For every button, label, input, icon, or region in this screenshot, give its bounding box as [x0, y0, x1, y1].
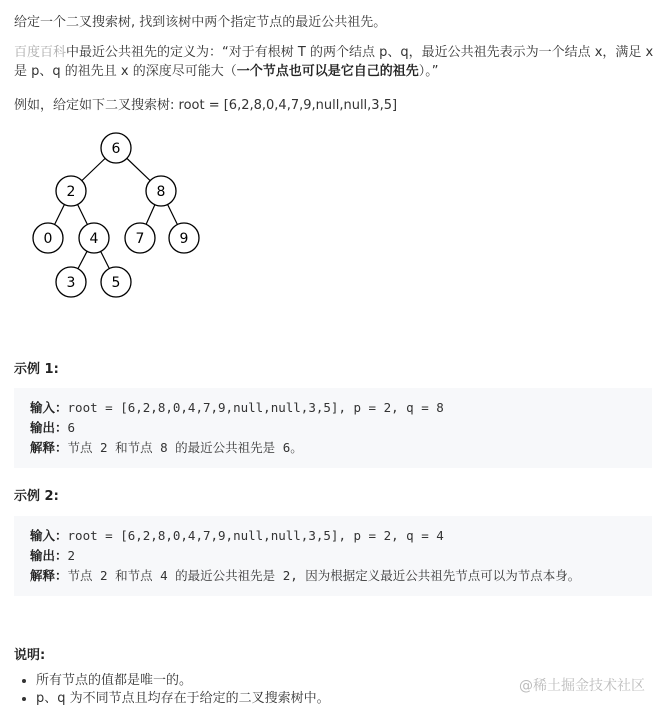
tree-node-label: 4 — [89, 231, 99, 247]
tree-node — [79, 223, 109, 253]
explanation-label: 解释： — [30, 568, 68, 583]
definition — [14, 43, 653, 81]
tree-node — [56, 176, 86, 206]
bst-diagram — [0, 125, 220, 305]
explanation-value: 节点 2 和节点 4 的最近公共祖先是 2, 因为根据定义最近公共祖先节点可以为节点本身。 — [67, 568, 581, 583]
example-intro: 例如，给定如下二叉搜索树: root = [6,2,8,0,4,7,9,null,null,3,5] — [14, 98, 398, 113]
input-label: 输入： — [30, 400, 68, 415]
example-1-block — [14, 388, 652, 468]
list-item: • p、q 为不同节点且均存在于给定的二叉搜索树中。 — [36, 690, 330, 708]
tree-node — [101, 133, 131, 163]
explanation-label: 解释： — [30, 440, 68, 455]
tree-node-label: 3 — [66, 275, 76, 291]
tree-node — [56, 267, 86, 297]
output-label: 输出： — [30, 548, 68, 563]
example-2-title: 示例 2: — [14, 489, 59, 504]
example-1-title: 示例 1: — [14, 362, 59, 377]
tree-node-label: 6 — [111, 141, 121, 157]
tree-node-label: 7 — [135, 231, 145, 247]
def-end: ）。” — [418, 64, 439, 79]
output-label: 输出： — [30, 420, 68, 435]
tree-node — [146, 176, 176, 206]
def-text: 中最近公共祖先的定义为：“对于有根树 T 的两个结点 p、q，最近公共祖先表示为一个结点 x，满足 x — [66, 45, 654, 60]
tree-node — [125, 223, 155, 253]
notes-title: 说明: — [14, 648, 46, 663]
input-value: root = [6,2,8,0,4,7,9,null,null,3,5], p = 2, q = 4 — [67, 528, 444, 543]
input-value: root = [6,2,8,0,4,7,9,null,null,3,5], p = 2, q = 8 — [67, 400, 444, 415]
tree-node-label: 9 — [179, 231, 189, 247]
watermark: @稀土掘金技术社区 — [519, 678, 645, 694]
def-bold: 一个节点也可以是它自己的祖先 — [236, 64, 419, 79]
tree-node-label: 5 — [111, 275, 121, 291]
notes-list — [14, 672, 330, 708]
tree-node-label: 0 — [43, 231, 53, 247]
tree-node-label: 8 — [156, 184, 166, 200]
intro-text: 给定一个二叉搜索树, 找到该树中两个指定节点的最近公共祖先。 — [14, 15, 387, 30]
tree-node — [33, 223, 63, 253]
def-text-2: 是 p、q 的祖先且 x 的深度尽可能大（ — [14, 64, 237, 79]
tree-node — [101, 267, 131, 297]
tree-node-label: 2 — [66, 184, 76, 200]
input-label: 输入： — [30, 528, 68, 543]
tree-node — [169, 223, 199, 253]
explanation-value: 节点 2 和节点 8 的最近公共祖先是 6。 — [67, 440, 303, 455]
example-2-block — [14, 516, 652, 596]
list-item: • 所有节点的值都是唯一的。 — [36, 672, 330, 690]
output-value: 6 — [67, 420, 76, 435]
output-value: 2 — [67, 548, 76, 563]
baike-link[interactable]: 百度百科 — [14, 45, 67, 60]
